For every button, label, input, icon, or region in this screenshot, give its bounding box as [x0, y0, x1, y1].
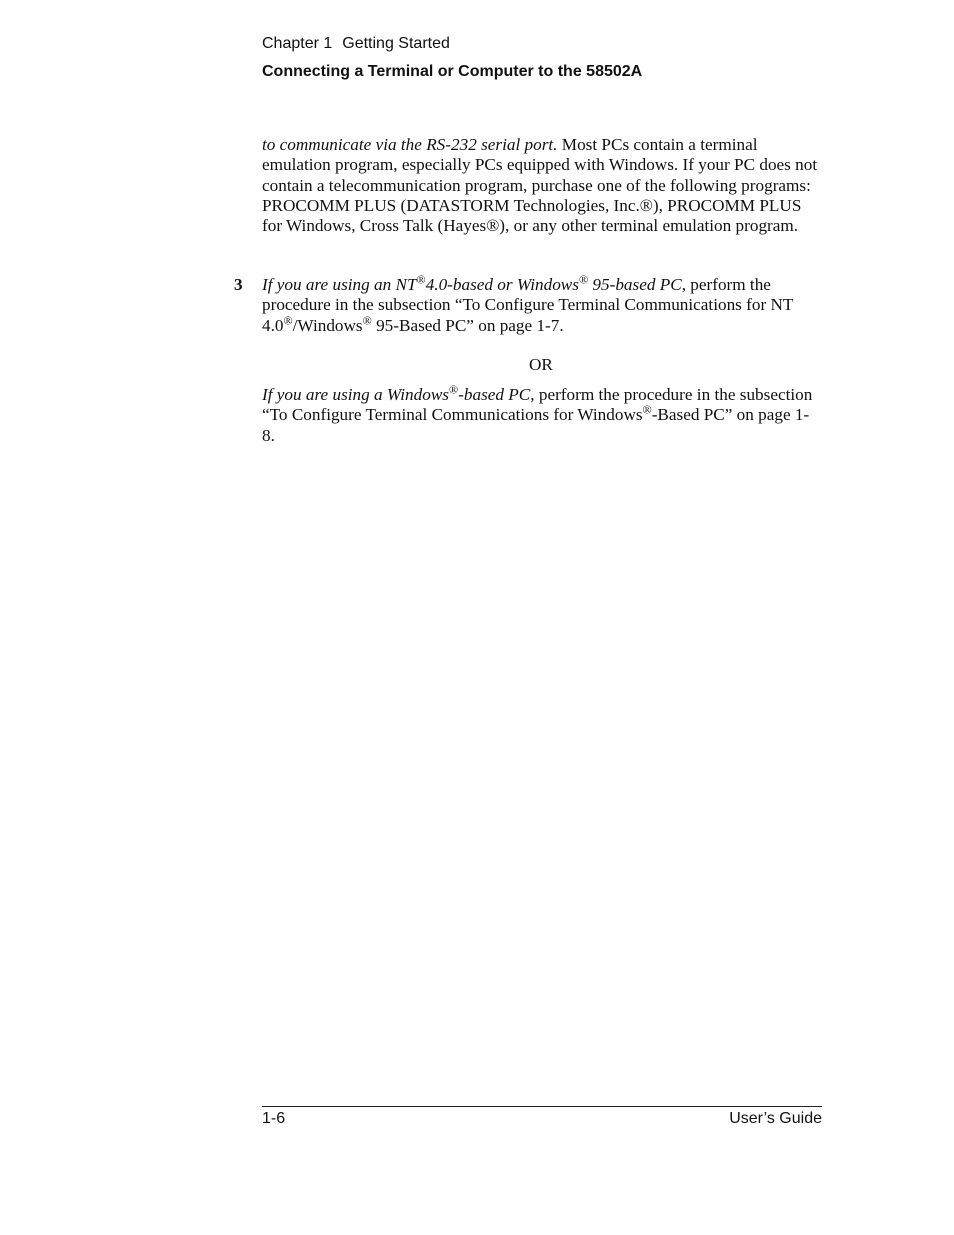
step-number: 3 — [234, 275, 243, 294]
registered-mark: ® — [416, 272, 426, 287]
step-italic-c: 95-based PC — [588, 275, 682, 294]
windows-italic-a: If you are using a Windows — [262, 385, 449, 404]
running-header-section: Connecting a Terminal or Computer to the 58502A — [262, 63, 643, 80]
paragraph-italic-lead: to communicate via the RS-232 serial port. — [262, 135, 558, 154]
footer-page-number: 1-6 — [262, 1110, 286, 1127]
footer-guide-title: User’s Guide — [729, 1110, 822, 1127]
step-italic-b: 4.0-based or Windows — [425, 275, 579, 294]
step-text-c: 95-Based PC” on page 1-7. — [371, 315, 564, 335]
step-text-b: /Windows — [292, 315, 363, 335]
running-header-chapter — [262, 35, 450, 53]
paragraph-rs232 — [262, 135, 822, 236]
paragraph-windows — [262, 382, 822, 446]
registered-mark: ® — [449, 382, 459, 397]
chapter-title: Getting Started — [342, 35, 450, 52]
chapter-label: Chapter 1 — [262, 35, 333, 52]
registered-mark: ® — [283, 312, 293, 327]
step-italic-a: If you are using an NT — [262, 275, 417, 294]
or-separator: OR — [529, 355, 553, 374]
windows-italic-b: -based PC — [458, 385, 531, 404]
windows-text-a: , perform the procedure in the subsection “To Configure Terminal Communications for Windows — [262, 385, 813, 425]
footer-rule — [262, 1106, 822, 1107]
windows-text-b: -Based PC” on page 1-8. — [262, 405, 810, 445]
registered-mark: ® — [578, 272, 589, 287]
step-3-text — [262, 272, 822, 336]
registered-mark: ® — [362, 312, 372, 327]
registered-mark: ® — [642, 402, 652, 417]
step-text-a: , perform the procedure in the subsection “To Configure Terminal Communications for NT 4.0 — [262, 275, 794, 335]
paragraph-text: Most PCs contain a terminal emulation program, especially PCs equipped with Windows. If your PC does not contain a telecommunication program, purchase one of the following programs: PROCOMM PLUS (DATASTORM Technologies, Inc.®), PROCOMM PLUS for Windows, Cross Talk (Hayes®), or any other terminal emulation program. — [262, 135, 818, 236]
